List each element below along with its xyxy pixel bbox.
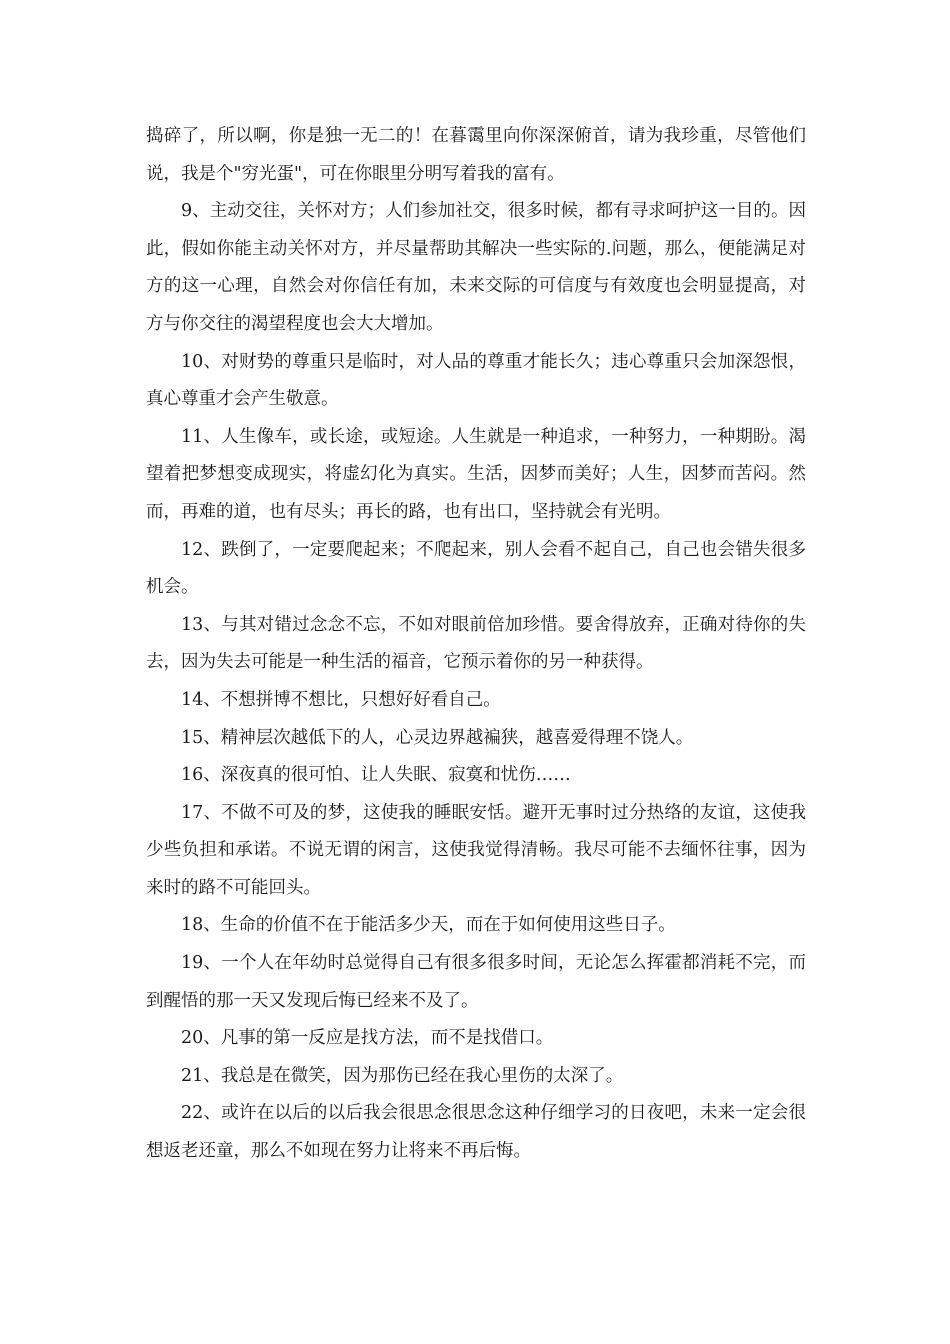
paragraph-item-21: 21、我总是在微笑，因为那伤已经在我心里伤的太深了。 [181, 1065, 624, 1086]
paragraph-item-19: 19、一个人在年幼时总觉得自己有很多很多时间，无论怎么挥霍都消耗不完，而到醒悟的那一天又发现后悔已经来不及了。 [146, 953, 806, 1011]
paragraph-item-15: 15、精神层次越低下的人，心灵边界越褊狭，越喜爱得理不饶人。 [181, 727, 694, 748]
document-body [146, 118, 806, 1171]
paragraph-item-11: 11、人生像车，或长途，或短途。人生就是一种追求，一种努力，一种期盼。渴望着把梦想变成现实，将虚幻化为真实。生活，因梦而美好；人生，因梦而苦闷。然而，再难的道，也有尽头；再长的路，也有出口，坚持就会有光明。 [146, 426, 806, 522]
paragraph-item-16: 16、深夜真的很可怕、让人失眠、寂寞和忧伤…… [181, 765, 571, 786]
paragraph-item-12: 12、跌倒了，一定要爬起来；不爬起来，别人会看不起自己，自己也会错失很多机会。 [146, 539, 806, 598]
paragraph-item-20: 20、凡事的第一反应是找方法，而不是找借口。 [181, 1028, 554, 1049]
paragraph-item-22: 22、或许在以后的以后我会很思念很思念这种仔细学习的日夜吧，未来一定会很想返老还童，那么不如现在努力让将来不再后悔。 [146, 1103, 806, 1162]
paragraph-item-10: 10、对财势的尊重只是临时，对人品的尊重才能长久；违心尊重只会加深怨恨，真心尊重才会产生敬意。 [146, 351, 806, 410]
paragraph-item-14: 14、不想拼博不想比，只想好好看自己。 [181, 689, 501, 710]
paragraph-continuation: 捣碎了，所以啊，你是独一无二的！在暮霭里向你深深俯首，请为我珍重，尽管他们说，我是个"穷光蛋"，可在你眼里分明写着我的富有。 [146, 126, 806, 184]
paragraph-item-9: 9、主动交往，关怀对方；人们参加社交，很多时候，都有寻求呵护这一目的。因此，假如你能主动关怀对方，并尽量帮助其解决一些实际的.问题，那么，便能满足对方的这一心理，自然会对你信任有加，未来交际的可信度与有效度也会明显提高，对方与你交往的渴望程度也会大大增加。 [146, 201, 806, 334]
paragraph-item-18: 18、生命的价值不在于能活多少天，而在于如何使用这些日子。 [181, 915, 676, 936]
paragraph-item-13: 13、与其对错过念念不忘，不如对眼前倍加珍惜。要舍得放弃，正确对待你的失去，因为失去可能是一种生活的福音，它预示着你的另一种获得。 [146, 614, 806, 673]
paragraph-item-17: 17、不做不可及的梦，这使我的睡眠安恬。避开无事时过分热络的友谊，这使我少些负担和承诺。不说无谓的闲言，这使我觉得清畅。我尽可能不去缅怀往事，因为来时的路不可能回头。 [146, 802, 806, 898]
